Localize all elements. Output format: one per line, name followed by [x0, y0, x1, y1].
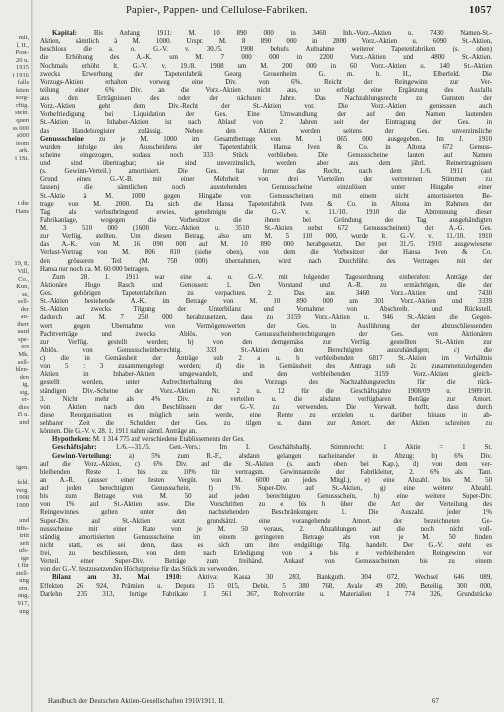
line-text: frei, zu beschliessen, von dem nach Erledigung von a bis e verbleibenden Reingewinn vor: [40, 550, 492, 557]
line-text: Effekten 26 924, Prämien u. Depots 15 015, Debit. 5 380 768, Avale 49 200, Beteilig. 300 000,: [40, 582, 492, 590]
margin-fragment: und: [19, 517, 29, 524]
margin-fragment: stein.: [15, 109, 29, 117]
text-line: [40, 493, 492, 501]
line-text: Vorz.-Aktien geht dem Div.-Recht der St.-Aktien vor. Die Vorz.-Aktien geniessen auch: [40, 103, 492, 111]
line-text: von 5 : 3 zusammengelegt werden; d) die in Gemässheit des Antrags sub 2c zusammenzulegenden: [40, 363, 492, 371]
margin-fragment: [0, 177, 30, 185]
margin-fragment: 19, 8,: [14, 260, 29, 268]
margin-fragment: [0, 434, 30, 442]
margin-fragment: sell-: [17, 358, 29, 366]
text-line: [40, 526, 492, 534]
margin-fragment: quen: [16, 117, 29, 125]
margin-fragment: Vill,: [17, 267, 29, 275]
line-text: Darlehn 235 313, fertige Fabrikate 1 561 367, Rohvorräte u. Materialien 1 774 326, Grundstücke: [40, 590, 492, 598]
margin-fragment: s000: [16, 132, 29, 140]
text-line: [40, 453, 492, 461]
margin-fragment: uard: [17, 328, 29, 336]
line-text: Ablös. von Genussscheinberechtig. 333 St.-Aktien den Berechtigten auszuhändigen; c) die: [40, 346, 492, 354]
body-text: [40, 30, 492, 686]
text-line: [40, 71, 492, 79]
line-text: das Handelsregister zulässig. Neben den Aktien werden seitens der Ges. unverzinsliche: [40, 127, 492, 135]
text-line: [40, 412, 492, 420]
text-line: [40, 363, 492, 371]
line-text: Aktiva: Kassa 30 283, Bankguth. 304 072, Wechsel 646 089,: [181, 574, 492, 582]
line-text: ständigen Div.-Scheine der Vorz.-Aktien Nr. 2 u. 12 für die Geschäftsjahre 1908/09 u. 1909/10.: [40, 387, 492, 395]
line-text: St.-Aktien in Inhaber-Aktien ist nach Ablauf von 2 Jahren seit der Eintragung der Ges. in: [40, 119, 492, 127]
text-line: [40, 144, 492, 152]
line-text: St.-Aktie à M. 1000 gegen Hingabe von Genussscheinen mit einem nicht amortisierten Be-: [40, 192, 492, 200]
page-footer: [48, 698, 448, 705]
line-text: bis zum Betrage von M. 50 auf jeden berechtigten Genussschein, h) eine weitere Super-Div.: [40, 493, 492, 501]
line-text: von der G.-V. festzusetzenden Höchstpreise für das Stück zu verwenden.: [40, 566, 240, 574]
margin-fragment: Mk.: [18, 350, 29, 358]
line-text: die Erhöhung des A.-K. um M. 7 000 000 in 2200 Vorz.-Aktien und 4800 St.-Aktien.: [40, 54, 492, 62]
line-text: von Aktien nach den Beschlüssen der G.-V. zu verwenden. Die Verwalt. hofft, dass durch: [40, 403, 492, 411]
line-text: nicht statt, es sei denn, dass es sich um ihre endgültige Tilg. handelt. Der G.-V. steht es: [40, 541, 492, 549]
margin-fragment: [0, 426, 30, 434]
text-line: [40, 46, 492, 54]
text-line: [40, 152, 492, 160]
line-text: Fabrikanlage, wogegen die Vorbesitzer die ihnen bei Gründung der Tag ausgehändigten: [40, 216, 492, 224]
margin-fragment: sell-: [17, 298, 29, 306]
margin-fragment: Hans: [15, 207, 29, 215]
margin-fragment: l, II.,: [16, 41, 29, 49]
text-line: [40, 518, 492, 526]
text-line: [40, 176, 492, 184]
margin-fragment: [0, 185, 30, 193]
margin-fragment: 1909: [16, 501, 29, 509]
text-line: [40, 501, 492, 509]
margin-fragment: rftig.: [16, 101, 29, 109]
margin-fragment: ss 000: [12, 124, 29, 132]
margin-fragment: ieom: [16, 139, 29, 147]
text-line: [40, 331, 492, 339]
line-text: Vorzugs-Aktien erhalten vorweg eine Div. von 6%. Reicht der Reingewinn zur Ver-: [40, 78, 492, 86]
margin-fragment: sorg-: [15, 94, 29, 102]
margin-fragment: tifts-: [16, 524, 29, 532]
margin-fragment: 917,: [17, 600, 29, 608]
line-text: wurden infolge des Ausscheidens der Tapetenfabrik Hansa Iven & Co. in Altona 672 Genuss-: [40, 143, 492, 151]
text-line: [40, 550, 492, 558]
margin-fragment: ktien: [16, 86, 29, 94]
text-line: [40, 542, 492, 550]
text-line: [40, 534, 492, 542]
footer-signature-number: 67: [432, 698, 439, 705]
margin-fragment: ers: [21, 343, 29, 351]
margin-fragment: [0, 245, 30, 253]
margin-fragment: i5 u.: [17, 411, 29, 419]
margin-fragment: [0, 457, 30, 465]
running-title: Papier-, Pappen- und Cellulose-Fabriken.: [126, 5, 308, 16]
margin-fragment: spe-: [18, 335, 29, 343]
line-text: Vorbefriedigung bei Liquidation der Ges. Eine Umwandlung der auf den Namen lautenden: [40, 111, 492, 119]
section-heading: Hypotheken:: [52, 436, 92, 444]
line-text: trage von M. 2000. Da sich die Hansa Tapetenfabrik Iven & Co. in Altona im Rahmen der: [40, 200, 492, 208]
text-line: [40, 371, 492, 379]
line-text: Tag als verlustbringend erwies, genehmigte die G.-V. v. 11./10. 1910 die Abtrennung dieser: [40, 208, 492, 216]
line-text: zu je M. 1000 im Gesamtbetrage von M. 1 065 000 ausgegeben. Im J. 1910: [83, 135, 492, 143]
text-line: [40, 566, 492, 574]
line-text: auf jeden berechtigten Genussschein, f) 1% Super-Div. auf St.-Aktien, g) eine weitere Abzahl.: [40, 485, 492, 492]
margin-fragment: Kun,: [16, 283, 29, 291]
text-line: [40, 355, 492, 363]
margin-fragment: t die: [17, 200, 29, 208]
margin-fragment: igen.: [16, 464, 29, 472]
line-text: zwecks Erwerbung der Tapetenfabrik Georg Grosenheim G. m. b. H., Elberfeld. Die: [40, 70, 492, 78]
margin-fragment: tritt: [19, 532, 29, 540]
running-header: [40, 5, 492, 18]
margin-fragment: [0, 162, 30, 170]
text-line: [40, 79, 492, 87]
text-line: [40, 428, 492, 436]
section-heading: Kapital:: [52, 30, 78, 37]
line-text: Nochmals erhöht lt. G.-V. v. 19./8. 1908 um M. 200 000 in 60 Vorz.-Aktien u. 140 St.-Aktien: [40, 62, 492, 70]
text-line: [40, 209, 492, 217]
page-fold-shadow: [31, 0, 34, 712]
text-line: [40, 404, 492, 412]
margin-fragment: Post-: [15, 49, 29, 57]
text-line: [40, 420, 492, 428]
margin-fragment: 1915: [16, 64, 29, 72]
margin-fragment: t für: [17, 562, 29, 570]
text-line: [40, 274, 492, 282]
line-text: an A.-R. (ausser einer festen Vergüt. von M. 6000 an jedes Mitgl.), e) eine Abzahl. bis M. 50: [40, 476, 492, 484]
page-number: 1057: [469, 5, 492, 16]
line-text: gestellt werden, unter Aufrechterhaltung des Vorzugs des Nachzahlungsrechts für die rück-: [40, 379, 492, 387]
text-line: [40, 217, 492, 225]
line-text: dadurch auf M. 7 250 000 herabzusetzen, dass zu 3159 Vorz.-Aktien u. 946 St.-Aktien die Gegen-: [40, 314, 492, 322]
previous-page-margin-text: [0, 34, 30, 615]
text-line: [40, 347, 492, 355]
text-line: [40, 241, 492, 249]
line-text: nussscheine mit einer Rate von je M. 50 voraus, 2. Abzahlungen auf die noch nicht voll-: [40, 525, 492, 533]
text-line: [40, 298, 492, 306]
line-text: und sind übertragbar; sie sind unverzinslich, werden aber aus dem jährl. Reinertragnissen: [40, 160, 492, 167]
margin-fragment: und: [19, 418, 29, 426]
section-heading: Gewinn-Verteilung:: [52, 452, 112, 460]
line-text: Aktien, sämtlich à M. 1000. Urspr. M. 8 890 000 in 2800 Vorz.-Aktien u. 6090 St.-Aktien,: [40, 38, 492, 46]
line-text: c) die in Gemässheit der Anträge sub 2 a u. b verbleibenden 6817 St.-Aktien im Verhältnis: [40, 355, 492, 362]
margin-fragment: ufs-: [18, 547, 29, 555]
line-text: können. Die G.-V. v. 28. 1. 1911 nahm sämtl. Anträge an.: [40, 428, 197, 436]
text-line: [40, 38, 492, 46]
text-line: [40, 233, 492, 241]
margin-fragment: hlen-: [15, 366, 29, 374]
margin-fragment: ig,: [22, 381, 29, 389]
line-text: M. 1 314 775 auf verschiedene Etablissements der Ges.: [91, 436, 245, 444]
text-line: [40, 583, 492, 591]
line-text: 3. Nicht mehr als 4% Div. zu verteilen u. die alsdann verfügbaren Beträge zur Amort.: [40, 395, 492, 403]
margin-fragment: ung,: [17, 592, 29, 600]
text-line: [40, 258, 492, 266]
line-text: teilung einer 6% Div. an die Vorz.-Aktien nicht aus, so erfolgt eine Ergänzung des Ausfalls: [40, 86, 492, 94]
line-text: bleibenden Reste 1. bis zu 10% für vertragsm. Gewinnanteile der Fabrikleiter, 2. 6% als Tant.: [40, 468, 492, 476]
margin-fragment: der: [20, 305, 29, 313]
line-text: diese Reorganisation es möglich sein werde, eine Rente zu erzielen u. darüber hinaus in ab-: [40, 411, 492, 419]
line-text: scheine eingezogen, sodass noch 333 Stück verblieben. Die Genussscheine lauten auf Namen: [40, 151, 492, 159]
text-line: [40, 128, 492, 136]
line-text: das A.-K. von M. 16 090 000 auf M. 10 890 000 herabgesetzt. Der per 31./5. 1910 ausgewiesene: [40, 241, 492, 249]
margin-fragment: [0, 253, 30, 261]
line-text: Pachtverträge und zwecks Ablös. von Genussscheinberechtigungen der Ges. von Aktionären: [40, 330, 492, 338]
text-line: [40, 119, 492, 127]
text-line: [40, 282, 492, 290]
margin-fragment: ige: [21, 554, 29, 562]
margin-fragment: [0, 442, 30, 450]
text-line: [40, 111, 492, 119]
text-line: [40, 314, 492, 322]
text-line: [40, 591, 492, 599]
line-text: sehbarer Zeit die Schulden der Ges. zu tilgen u. dann zur Amort. der Aktien schreiten zu: [40, 420, 492, 427]
text-line: [40, 339, 492, 347]
text-line: [40, 266, 492, 274]
line-text: St.-Aktien bestehende A.-K. im Betrage von M. 10 890 000 um 301 Vorz.-Aktien und 3339: [40, 298, 492, 306]
line-text: St.-Aktien zwecks Tilgung der Unterbilanz und Vornahme von Abschreib. und Rückstell.: [40, 306, 492, 314]
margin-fragment: feld.: [17, 479, 29, 487]
text-line: [40, 323, 492, 331]
margin-fragment: falls: [17, 79, 29, 87]
text-line: [40, 160, 492, 168]
margin-fragment: den: [19, 373, 29, 381]
text-line: [40, 469, 492, 477]
text-line: [40, 290, 492, 298]
line-text: (s. Gewinn-Verteil.) amortisiert. Die Ges. hat ferner das Recht, nach dem 1./6. 1911 (auf: [40, 168, 492, 176]
margin-fragment: t 1St.: [15, 154, 29, 162]
text-line: [40, 87, 492, 95]
margin-fragment: ark.: [19, 147, 29, 155]
line-text: Bis Anfang 1911: M. 10 890 000 in 3460 Inh.-Vorz.-Aktien u. 7430 Namen-St.-: [77, 30, 492, 37]
margin-fragment: [0, 170, 30, 178]
line-text: Ges. gehörigen Tapetenfabriken zu verpachten. 2. Das aus 3460 Vorz.-Aktien und 7430: [40, 290, 492, 297]
text-line: [40, 558, 492, 566]
line-text: 1./6.—31./5. Gen.-Vers.: Im I. Geschäftshalbj. Stimmrecht: 1 Aktie = 1 St.: [96, 444, 492, 452]
text-line: [40, 436, 492, 444]
line-text: Aktionäre Hugo Rasch und Genossen: 1. Den Vorstand und A.-R. zu ermächtigen, die der: [40, 281, 492, 289]
text-line: [40, 54, 492, 62]
line-text: beschloss die a. o. G.-V. v. 30./5. 1908 behufs Aufnahme weiterer Tapetenfabriken (s. oben): [40, 46, 492, 54]
text-line: [40, 396, 492, 404]
text-line: [40, 249, 492, 257]
line-text: zur Verfüg. stellten. Um diesen Betrag, also um M. 5 110 000, wurde lt. G.-V. v. 11./10. 1910: [40, 233, 492, 241]
margin-fragment: verg.: [15, 486, 29, 494]
margin-fragment: stell-: [16, 569, 29, 577]
footer-publication: Handbuch der Deutschen Aktien-Gesellschaften 1910/1911. II.: [48, 698, 225, 705]
margin-fragment: dies: [18, 403, 29, 411]
line-text: Grund eines G.-V.-B. mit einer Mehrheit von drei Vierteilen der vertretenen Stimmen zu: [40, 176, 492, 184]
margin-fragment: [0, 192, 30, 200]
margin-fragment: [0, 449, 30, 457]
text-line: [40, 103, 492, 111]
line-text: auf die Vorz.-Aktien, c) 6% Div. auf die St.-Aktien (s. auch oben bei Kap.), d) von dem ver-: [40, 460, 492, 468]
margin-fragment: er-: [21, 396, 29, 404]
text-line: [40, 444, 492, 452]
line-text: Zum 28. 1. 1911 war eine a. o. G.-V. mit folgender Tagesordnung einberufen: Anträge der: [52, 273, 492, 281]
margin-fragment: se,: [21, 290, 29, 298]
section-heading: Genussscheine: [40, 135, 84, 143]
text-line: [40, 477, 492, 485]
margin-fragment: ung: [19, 607, 29, 615]
line-text: Super-Div. auf St.-Aktien setzt grundsätzl. eine vorangehende Amort. der bezeichneten Ge-: [40, 517, 492, 525]
margin-fragment: ibert: [17, 320, 29, 328]
margin-fragment: Co.,: [18, 275, 29, 283]
margin-fragment: i 1916: [12, 71, 29, 79]
text-line: [40, 509, 492, 517]
margin-fragment: [0, 223, 30, 231]
text-line: [40, 574, 492, 582]
margin-fragment: sig,: [19, 388, 29, 396]
margin-fragment: mit,: [18, 34, 29, 41]
text-line: [40, 193, 492, 201]
text-line: [40, 63, 492, 71]
line-text: M. 3 510 000 (1600 Vorz.-Aktien u. 3510 St.-Aktien nebst 672 Genussscheinen) der A.-G. Ges.: [40, 225, 492, 232]
margin-fragment: [0, 215, 30, 223]
text-line: [40, 388, 492, 396]
line-text: zur Verfüg. gestellt werden; b) von den demgemäss zur Verfüg. gestellten St.-Aktien zur: [40, 338, 492, 346]
line-text: Aktien in Inhaber-Aktien umgewandelt, und den verbleibenden 3159 Vorz.-Aktien gleich-: [40, 371, 492, 379]
line-text: den grösseren Teil (M. 750 000) übernahmen, wird nach Durchführ. des Vertrages mit der: [40, 257, 492, 265]
line-text: aus den Erträgnissen des oder der nächsten Jahre. Das Nachzahlungsrecht zu Gunsten der: [40, 95, 492, 102]
margin-fragment: seit: [19, 539, 29, 547]
line-text: von 1% auf St.-Aktien usw. Die Vorschriften zu e bis h über die Art der Verteilung des: [40, 501, 492, 509]
margin-fragment: [0, 472, 30, 480]
text-line: [40, 168, 492, 176]
line-text: fassen) die sämtlichen noch ausstehenden Genussscheine einzulösen unter Hingabe einer: [40, 184, 492, 192]
text-line: [40, 379, 492, 387]
line-text: a) 5% zum R.-F., alsdann gelangen nacheinander in Abzug: b) 6% Div.: [111, 452, 492, 460]
margin-fragment: au-: [20, 313, 29, 321]
text-line: [40, 95, 492, 103]
line-text: Reingewinnes gelten unter den nachstehenden Beschränkungen: 1. Die Auszahl. jeder 1%: [40, 509, 492, 517]
line-text: Verteil. einer Super-Div. Beträge zum freihänd. Ankauf von Genussscheinen bis zu einem: [40, 558, 492, 566]
text-line: [40, 136, 492, 144]
line-text: ständig amortisierten Genussscheine im einem geringeren Betrage als von je M. 50 finden: [40, 533, 492, 541]
text-line: [40, 225, 492, 233]
section-heading: Bilanz am 31. Mai 1910:: [52, 574, 182, 582]
margin-fragment: [0, 230, 30, 238]
margin-fragment: 20 u.: [16, 56, 29, 64]
margin-fragment: ern.: [19, 584, 29, 592]
line-text: Verlust-Vortrag von M. 806 810 (siehe oben), von dem die Vorbesitzer der Hansa Iven & Co.: [40, 249, 492, 257]
margin-fragment: [0, 238, 30, 246]
margin-fragment: [0, 509, 30, 517]
section-heading: Geschäftsjahr:: [52, 444, 97, 452]
text-line: [40, 30, 492, 38]
text-line: [40, 461, 492, 469]
text-line: [40, 306, 492, 314]
text-line: [40, 485, 492, 493]
text-line: [40, 201, 492, 209]
margin-fragment: ung: [19, 577, 29, 585]
margin-fragment: 1908: [16, 494, 29, 502]
line-text: Hansa nur noch ca. M. 60 000 betragen.: [40, 265, 150, 273]
text-line: [40, 184, 492, 192]
line-text: wert gegen Übernahme von Vermögenswerten der Ges. in Ausführung der abzuschliessenden: [40, 322, 492, 330]
